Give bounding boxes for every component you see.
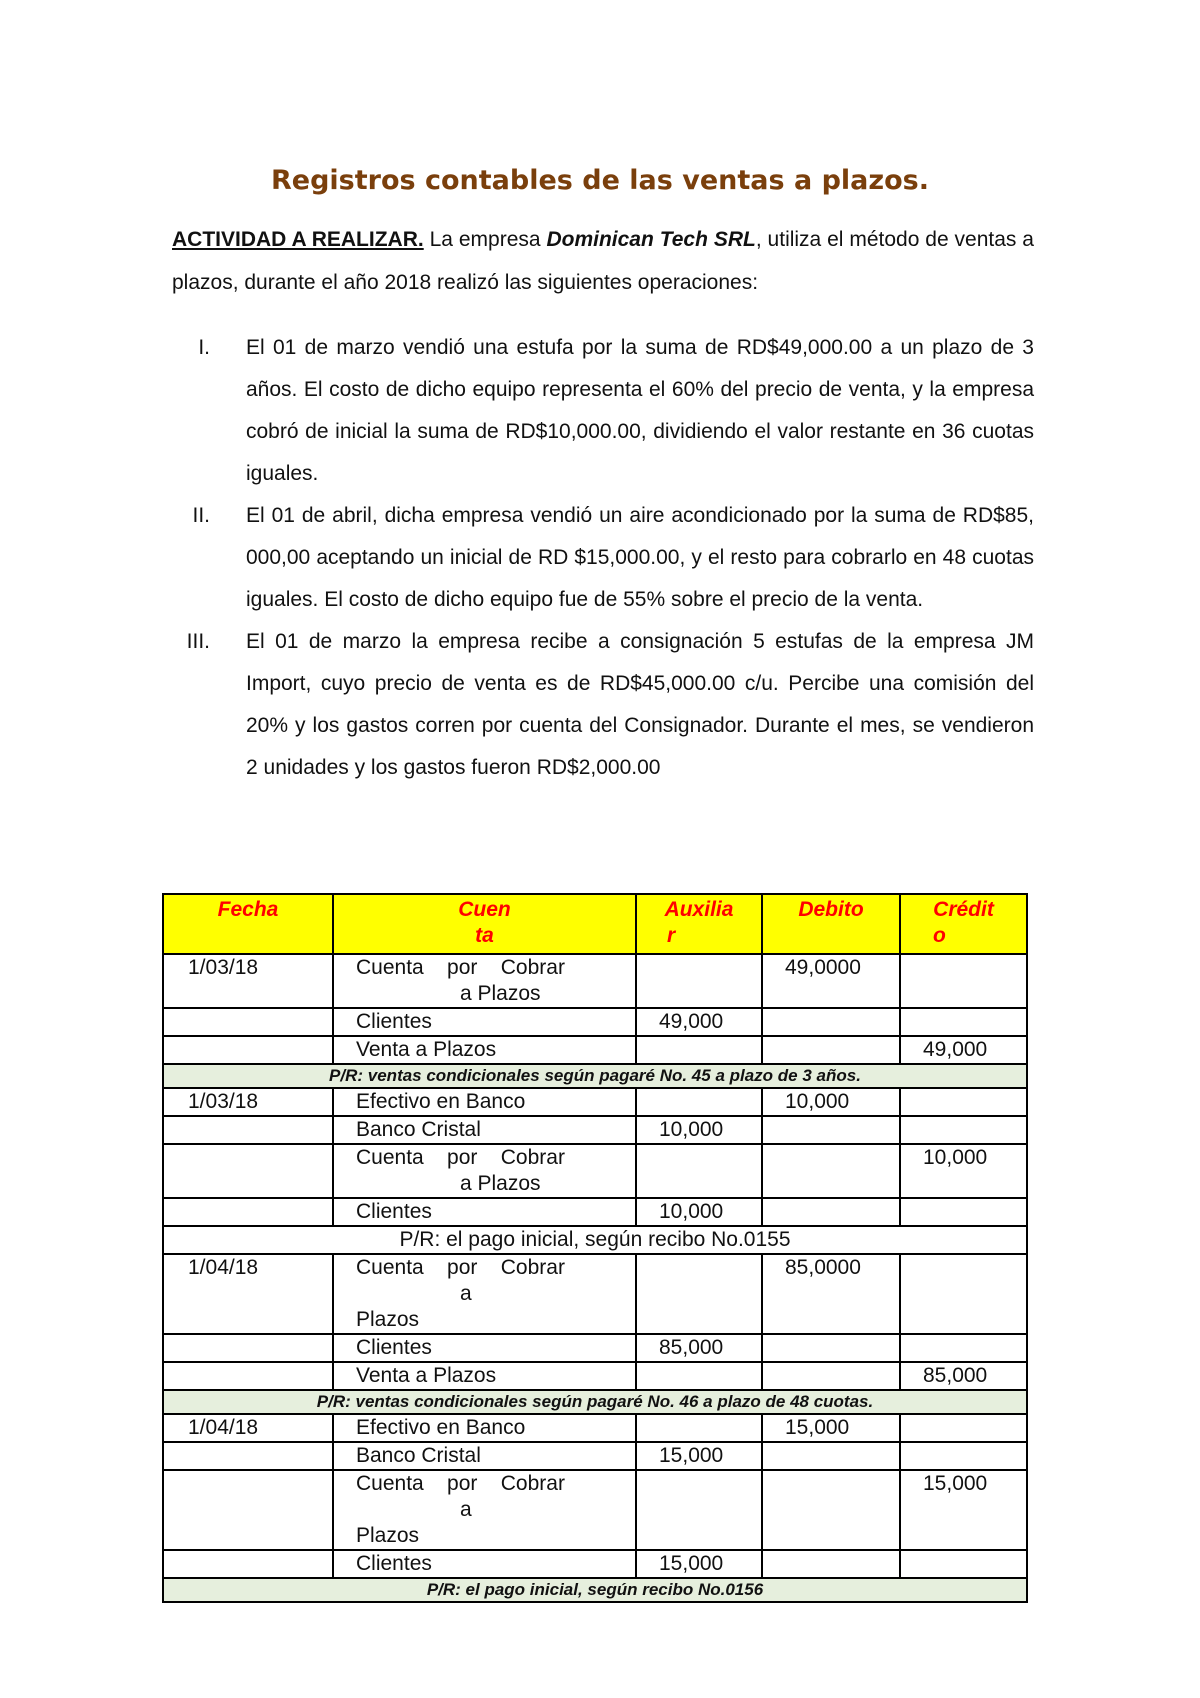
debit-cell bbox=[762, 1550, 900, 1578]
auxiliar-cell: 85,000 bbox=[636, 1334, 762, 1362]
account-cell: Cuenta por Cobrar a Plazos bbox=[333, 954, 636, 1008]
header-cuenta: Cuen ta bbox=[333, 894, 636, 954]
header-fecha: Fecha bbox=[163, 894, 333, 954]
entry-note: P/R: el pago inicial, según recibo No.0155 bbox=[163, 1226, 1027, 1254]
table-header-row bbox=[163, 894, 1027, 954]
header-credito: Crédit o bbox=[900, 894, 1027, 954]
credit-cell bbox=[900, 1414, 1027, 1442]
date-cell: 1/03/18 bbox=[163, 954, 333, 1008]
header-debito: Debito bbox=[762, 894, 900, 954]
table-row bbox=[163, 1116, 1027, 1144]
date-cell bbox=[163, 1144, 333, 1198]
table-row bbox=[163, 1362, 1027, 1390]
date-cell bbox=[163, 1442, 333, 1470]
table-row bbox=[163, 1198, 1027, 1226]
debit-cell bbox=[762, 1116, 900, 1144]
credit-cell bbox=[900, 1334, 1027, 1362]
table-row bbox=[163, 1414, 1027, 1442]
auxiliar-cell bbox=[636, 1470, 762, 1550]
company-name: Dominican Tech SRL bbox=[546, 228, 756, 251]
date-cell bbox=[163, 1008, 333, 1036]
date-cell bbox=[163, 1036, 333, 1064]
date-cell bbox=[163, 1334, 333, 1362]
item-number: II. bbox=[192, 504, 210, 527]
date-cell: 1/04/18 bbox=[163, 1414, 333, 1442]
debit-cell: 85,0000 bbox=[762, 1254, 900, 1334]
credit-cell: 15,000 bbox=[900, 1470, 1027, 1550]
item-text: El 01 de marzo la empresa recibe a consignación 5 estufas de la empresa JM Import, cuyo precio de venta es de RD$45,000.00 c/u. Percibe una comisión del 20% y los gastos corren por cuenta del Consignador. Durante el mes, se vendieron 2 unidades y los gastos fueron RD$2,000.00 bbox=[246, 630, 1034, 779]
debit-cell: 15,000 bbox=[762, 1414, 900, 1442]
debit-cell bbox=[762, 1334, 900, 1362]
account-cell: Clientes bbox=[333, 1550, 636, 1578]
credit-cell: 49,000 bbox=[900, 1036, 1027, 1064]
entry-note: P/R: ventas condicionales según pagaré No. 46 a plazo de 48 cuotas. bbox=[163, 1390, 1027, 1414]
table-row bbox=[163, 1008, 1027, 1036]
list-item bbox=[172, 621, 1034, 789]
credit-cell: 85,000 bbox=[900, 1362, 1027, 1390]
table-row bbox=[163, 1470, 1027, 1550]
table-row bbox=[163, 1550, 1027, 1578]
entry-note-row bbox=[163, 1390, 1027, 1414]
credit-cell bbox=[900, 1198, 1027, 1226]
table-row bbox=[163, 1442, 1027, 1470]
credit-cell bbox=[900, 1116, 1027, 1144]
account-cell: Banco Cristal bbox=[333, 1116, 636, 1144]
debit-cell bbox=[762, 1470, 900, 1550]
debit-cell bbox=[762, 1036, 900, 1064]
intro-text-2: , utiliza el método de ventas a plazos, durante el año 2018 realizó las siguientes operaciones: bbox=[172, 228, 1034, 294]
table-row bbox=[163, 1334, 1027, 1362]
table-row bbox=[163, 1144, 1027, 1198]
account-cell: Cuenta por Cobrar a Plazos bbox=[333, 1254, 636, 1334]
table-row bbox=[163, 1036, 1027, 1064]
auxiliar-cell bbox=[636, 1414, 762, 1442]
header-auxiliar: Auxilia r bbox=[636, 894, 762, 954]
debit-cell bbox=[762, 1144, 900, 1198]
date-cell bbox=[163, 1116, 333, 1144]
account-cell: Efectivo en Banco bbox=[333, 1414, 636, 1442]
table-row bbox=[163, 1088, 1027, 1116]
credit-cell bbox=[900, 1008, 1027, 1036]
intro-paragraph bbox=[172, 218, 1034, 304]
account-cell: Clientes bbox=[333, 1334, 636, 1362]
auxiliar-cell: 15,000 bbox=[636, 1550, 762, 1578]
date-cell bbox=[163, 1198, 333, 1226]
date-cell: 1/03/18 bbox=[163, 1088, 333, 1116]
table-row bbox=[163, 954, 1027, 1008]
auxiliar-cell bbox=[636, 1362, 762, 1390]
account-cell: Clientes bbox=[333, 1008, 636, 1036]
debit-cell bbox=[762, 1362, 900, 1390]
entry-note: P/R: ventas condicionales según pagaré No. 45 a plazo de 3 años. bbox=[163, 1064, 1027, 1088]
item-text: El 01 de marzo vendió una estufa por la suma de RD$49,000.00 a un plazo de 3 años. El costo de dicho equipo representa el 60% del precio de venta, y la empresa cobró de inicial la suma de RD$10,000.00, dividiendo el valor restante en 36 cuotas iguales. bbox=[246, 336, 1034, 485]
date-cell bbox=[163, 1362, 333, 1390]
operations-list bbox=[172, 327, 1034, 789]
credit-cell bbox=[900, 1088, 1027, 1116]
account-cell: Banco Cristal bbox=[333, 1442, 636, 1470]
auxiliar-cell bbox=[636, 1144, 762, 1198]
item-number: III. bbox=[186, 630, 210, 653]
list-item bbox=[172, 495, 1034, 621]
date-cell: 1/04/18 bbox=[163, 1254, 333, 1334]
date-cell bbox=[163, 1470, 333, 1550]
debit-cell bbox=[762, 1008, 900, 1036]
entry-note: P/R: el pago inicial, según recibo No.0156 bbox=[163, 1578, 1027, 1602]
account-cell: Venta a Plazos bbox=[333, 1362, 636, 1390]
auxiliar-cell bbox=[636, 954, 762, 1008]
auxiliar-cell bbox=[636, 1254, 762, 1334]
auxiliar-cell: 49,000 bbox=[636, 1008, 762, 1036]
auxiliar-cell bbox=[636, 1088, 762, 1116]
table-row bbox=[163, 1254, 1027, 1334]
auxiliar-cell bbox=[636, 1036, 762, 1064]
date-cell bbox=[163, 1550, 333, 1578]
auxiliar-cell: 10,000 bbox=[636, 1198, 762, 1226]
entry-note-row bbox=[163, 1578, 1027, 1602]
account-cell: Clientes bbox=[333, 1198, 636, 1226]
credit-cell bbox=[900, 1254, 1027, 1334]
account-cell: Efectivo en Banco bbox=[333, 1088, 636, 1116]
account-cell: Cuenta por Cobrar a Plazos bbox=[333, 1144, 636, 1198]
credit-cell: 10,000 bbox=[900, 1144, 1027, 1198]
item-number: I. bbox=[198, 336, 210, 359]
list-item bbox=[172, 327, 1034, 495]
debit-cell: 49,0000 bbox=[762, 954, 900, 1008]
account-cell: Cuenta por Cobrar a Plazos bbox=[333, 1470, 636, 1550]
intro-text-1: La empresa bbox=[423, 228, 547, 251]
auxiliar-cell: 10,000 bbox=[636, 1116, 762, 1144]
account-cell: Venta a Plazos bbox=[333, 1036, 636, 1064]
credit-cell bbox=[900, 954, 1027, 1008]
item-text: El 01 de abril, dicha empresa vendió un aire acondicionado por la suma de RD$85, 000,00 aceptando un inicial de RD $15,000.00, y el resto para cobrarlo en 48 cuotas iguales. El costo de dicho equipo fue de 55% sobre el precio de la venta. bbox=[246, 504, 1034, 611]
entry-note-row bbox=[163, 1226, 1027, 1254]
debit-cell: 10,000 bbox=[762, 1088, 900, 1116]
document-title: Registros contables de las ventas a plazos. bbox=[271, 165, 929, 196]
credit-cell bbox=[900, 1442, 1027, 1470]
entry-note-row bbox=[163, 1064, 1027, 1088]
activity-heading: ACTIVIDAD A REALIZAR. bbox=[172, 228, 424, 251]
auxiliar-cell: 15,000 bbox=[636, 1442, 762, 1470]
credit-cell bbox=[900, 1550, 1027, 1578]
debit-cell bbox=[762, 1442, 900, 1470]
debit-cell bbox=[762, 1198, 900, 1226]
journal-table bbox=[162, 893, 1028, 1603]
